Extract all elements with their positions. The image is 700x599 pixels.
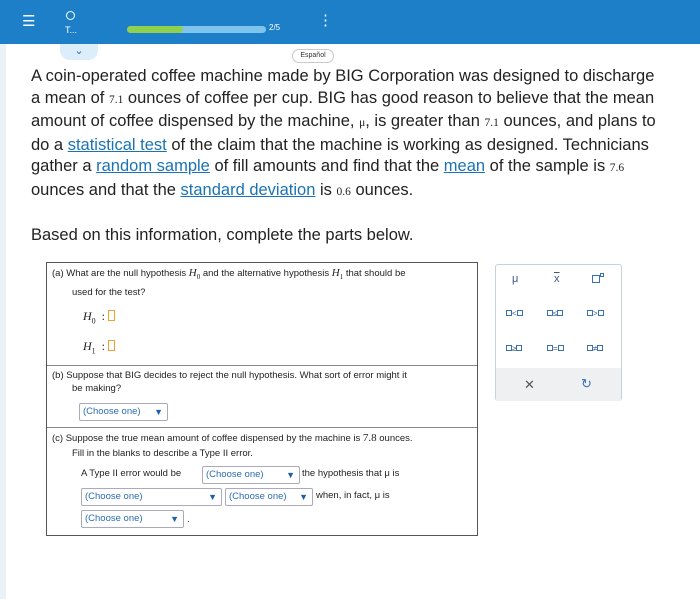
problem-text: of the claim that the machine is working as designed. Technicians gather a (31, 135, 649, 175)
operator: > (593, 309, 598, 318)
select-value: (Choose one) (85, 513, 143, 524)
box-icon (598, 310, 604, 316)
null-hypothesis-row (83, 309, 115, 325)
dropdown-arrow-icon: ▼ (154, 407, 163, 417)
chevron-down-icon[interactable]: ⌄ (60, 44, 98, 60)
h1-label: H (83, 339, 92, 353)
box-icon (592, 275, 600, 283)
part-c-prompt (52, 430, 413, 447)
true-mean-value: 7.8 (362, 432, 377, 444)
box-icon (558, 345, 564, 351)
top-bar (0, 0, 700, 44)
select-value: (Choose one) (229, 491, 287, 502)
type2-value-select[interactable] (225, 488, 313, 506)
problem-text: ounces, and plans to do a (31, 112, 656, 154)
part-a-prompt-line2: used for the test? (72, 287, 146, 298)
error-type-select[interactable] (79, 403, 168, 421)
close-icon[interactable]: ✕ (524, 377, 535, 392)
type2-sentence-mid: the hypothesis that μ is (302, 468, 400, 479)
palette-ge-button[interactable] (506, 344, 522, 353)
progress-text: 2/5 (269, 23, 281, 32)
colon: : (101, 339, 106, 353)
prompt-text: ounces. (376, 433, 413, 444)
dropdown-arrow-icon: ▼ (286, 470, 295, 480)
dropdown-arrow-icon: ▼ (299, 492, 308, 502)
undo-icon[interactable]: ↻ (581, 376, 592, 391)
dropdown-arrow-icon: ▼ (170, 514, 179, 524)
problem-value: 7.1 (108, 93, 124, 106)
prompt-text: that should be (343, 268, 406, 279)
type2-sentence-start: A Type II error would be (81, 468, 182, 479)
part-a-prompt (52, 265, 406, 285)
part-b (47, 366, 477, 428)
link-random-sample[interactable]: random sample (96, 157, 210, 175)
progress-fill (127, 26, 183, 33)
part-b-prompt-line2: be making? (72, 383, 122, 394)
problem-text: , is greater than (365, 112, 485, 130)
problem-text: of fill amounts and find that the (209, 157, 444, 175)
symbol-palette (495, 264, 622, 401)
question-box (46, 262, 478, 536)
link-statistical-test[interactable]: statistical test (67, 135, 167, 154)
link-standard-deviation[interactable]: standard deviation (180, 180, 316, 199)
operator: ≥ (512, 344, 517, 353)
espanol-button[interactable]: Español (292, 49, 334, 63)
kebab-icon[interactable]: ⋮ (318, 12, 333, 29)
palette-xbar-button[interactable]: $\overline{x}$ (554, 273, 560, 285)
part-c (47, 428, 477, 536)
h1-label-subscript: 1 (91, 346, 96, 356)
h0-label: H (83, 309, 92, 323)
prompt-text: (c) Suppose the true mean amount of coffee dispensed by the machine is (52, 433, 363, 444)
problem-value: 0.6 (336, 185, 351, 198)
mu-symbol: μ (359, 117, 366, 129)
problem-text: A coin-operated coffee machine made by BIG Corporation was designed to discharge a mean of (31, 67, 655, 107)
operator: ≤ (553, 309, 558, 318)
dropdown-arrow-icon: ▼ (208, 492, 217, 502)
problem-text: ounces and that the (31, 180, 181, 199)
part-b-prompt: (b) Suppose that BIG decides to reject the null hypothesis. What sort of error might it (52, 370, 407, 381)
select-value: (Choose one) (83, 406, 141, 417)
type2-truth-select[interactable] (81, 510, 184, 528)
instructions-text: Based on this information, complete the parts below. (31, 226, 414, 244)
palette-ne-button[interactable] (587, 344, 603, 353)
h0-subscript: 0 (196, 272, 201, 281)
operator: < (512, 309, 517, 318)
period: . (187, 514, 190, 525)
palette-mu-button[interactable]: μ (512, 273, 519, 285)
palette-footer (496, 368, 621, 401)
h1-symbol: H (331, 267, 340, 279)
type2-sentence-end: when, in fact, μ is (316, 490, 390, 501)
alt-hypothesis-row (83, 339, 115, 355)
problem-statement (31, 66, 656, 203)
progress-bar (127, 26, 266, 33)
problem-value: 7.1 (484, 117, 499, 129)
problem-text: is (315, 180, 337, 199)
select-value: (Choose one) (85, 491, 143, 502)
box-icon (557, 310, 563, 316)
left-rail (0, 44, 6, 599)
box-icon (517, 310, 523, 316)
topic-label[interactable]: T... (65, 25, 78, 35)
link-mean[interactable]: mean (443, 157, 486, 175)
part-c-prompt-line2: Fill in the blanks to describe a Type II error. (72, 448, 253, 459)
part-a (47, 263, 477, 366)
h0-label-subscript: 0 (91, 316, 96, 326)
palette-le-button[interactable] (547, 309, 563, 318)
problem-text: of the sample is (485, 157, 610, 175)
problem-text: ounces of coffee per cup. BIG has good reason to believe that the mean amount of coffee dispensed by the machine, (31, 88, 655, 130)
palette-superscript-button[interactable] (592, 273, 604, 285)
type2-relation-select[interactable] (81, 488, 222, 506)
problem-value: 7.6 (609, 162, 625, 174)
box-icon (516, 345, 522, 351)
type2-action-select[interactable] (202, 466, 300, 484)
h0-symbol: H (188, 267, 197, 279)
select-value: (Choose one) (206, 469, 264, 480)
operator: ≠ (593, 344, 598, 353)
operator: = (553, 344, 558, 353)
prompt-text: and the alternative hypothesis (200, 268, 332, 279)
topic-status-icon (66, 11, 75, 20)
hamburger-icon[interactable]: ☰ (22, 13, 36, 30)
palette-eq-button[interactable] (547, 344, 564, 353)
palette-gt-button[interactable] (587, 309, 604, 318)
palette-lt-button[interactable] (506, 309, 523, 318)
null-hypothesis-input[interactable] (108, 310, 115, 321)
box-icon (597, 345, 603, 351)
colon: : (101, 309, 106, 323)
problem-text: ounces. (350, 180, 414, 199)
alt-hypothesis-input[interactable] (108, 340, 115, 351)
prompt-text: (a) What are the null hypothesis (52, 268, 189, 279)
box-icon (600, 273, 604, 277)
h1-subscript: 1 (339, 272, 344, 281)
